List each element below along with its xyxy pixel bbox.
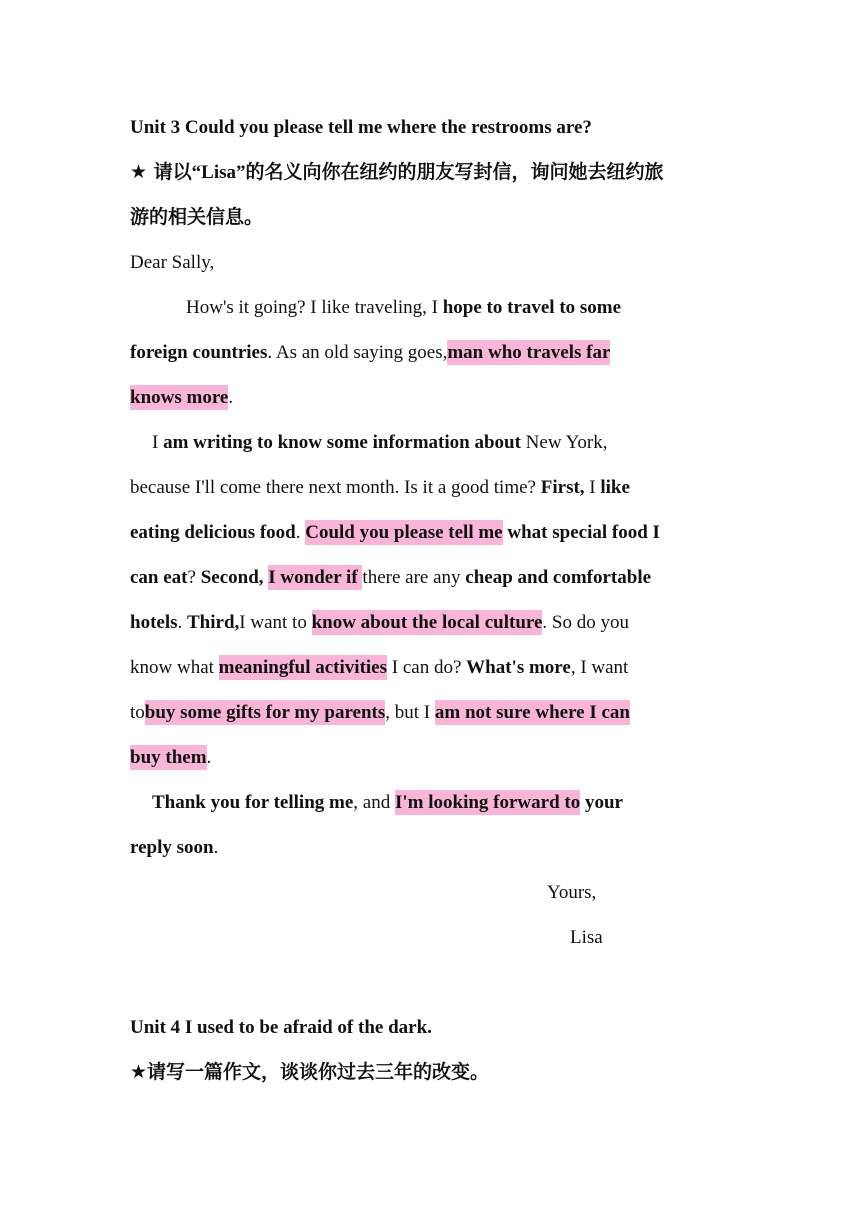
highlight: knows more bbox=[130, 387, 229, 408]
star-icon: ★ bbox=[130, 161, 148, 183]
letter-signature: Lisa bbox=[570, 927, 603, 948]
highlight: meaningful activities bbox=[218, 657, 388, 678]
para2-line-2: because I'll come there next month. Is it a good time? First, I like bbox=[130, 477, 630, 498]
highlight: man who travels far bbox=[447, 342, 611, 363]
para1-line-2: foreign countries. As an old saying goes,man who travels far bbox=[130, 342, 611, 363]
highlight: am not sure where I can bbox=[434, 702, 630, 723]
document-page bbox=[130, 105, 730, 1095]
unit3-task-line-2: 游的相关信息。 bbox=[130, 206, 264, 228]
highlight: buy some gifts for my parents bbox=[144, 702, 386, 723]
highlight: I wonder if bbox=[268, 567, 363, 588]
letter-greeting: Dear Sally, bbox=[130, 252, 215, 273]
section-gap bbox=[130, 960, 730, 1005]
para2-line-3: eating delicious food. Could you please tell me what special food I bbox=[130, 522, 660, 543]
highlight: I'm looking forward to bbox=[394, 792, 581, 813]
para2-line-8: buy them. bbox=[130, 747, 212, 768]
para2-line-4: can eat? Second, I wonder if there are any cheap and comfortable bbox=[130, 567, 652, 588]
para2-line-7: tobuy some gifts for my parents, but I am not sure where I can bbox=[130, 702, 630, 723]
highlight: know about the local culture bbox=[311, 612, 543, 633]
highlight: Could you please tell me bbox=[305, 522, 503, 543]
letter-closing: Yours, bbox=[547, 882, 597, 903]
unit4-task: ★请写一篇作文，谈谈你过去三年的改变。 bbox=[130, 1061, 490, 1083]
para2-line-1: I am writing to know some information about New York, bbox=[152, 432, 608, 453]
unit3-task-line-1: ★ 请以“Lisa”的名义向你在纽约的朋友写封信，询问她去纽约旅 bbox=[130, 161, 664, 183]
para2-line-6: know what meaningful activities I can do? What's more, I want bbox=[130, 657, 629, 678]
para1-line-3: knows more. bbox=[130, 387, 234, 408]
para2-line-5: hotels. Third,I want to know about the local culture. So do you bbox=[130, 612, 629, 633]
para3-line-1: Thank you for telling me, and I'm looking forward to your bbox=[152, 792, 623, 813]
unit3-title: Unit 3 Could you please tell me where the restrooms are? bbox=[130, 117, 592, 138]
unit4-title: Unit 4 I used to be afraid of the dark. bbox=[130, 1017, 432, 1038]
para3-line-2: reply soon. bbox=[130, 837, 219, 858]
highlight: buy them bbox=[130, 747, 207, 768]
para1-line-1: How's it going? I like traveling, I hope to travel to some bbox=[186, 297, 622, 318]
